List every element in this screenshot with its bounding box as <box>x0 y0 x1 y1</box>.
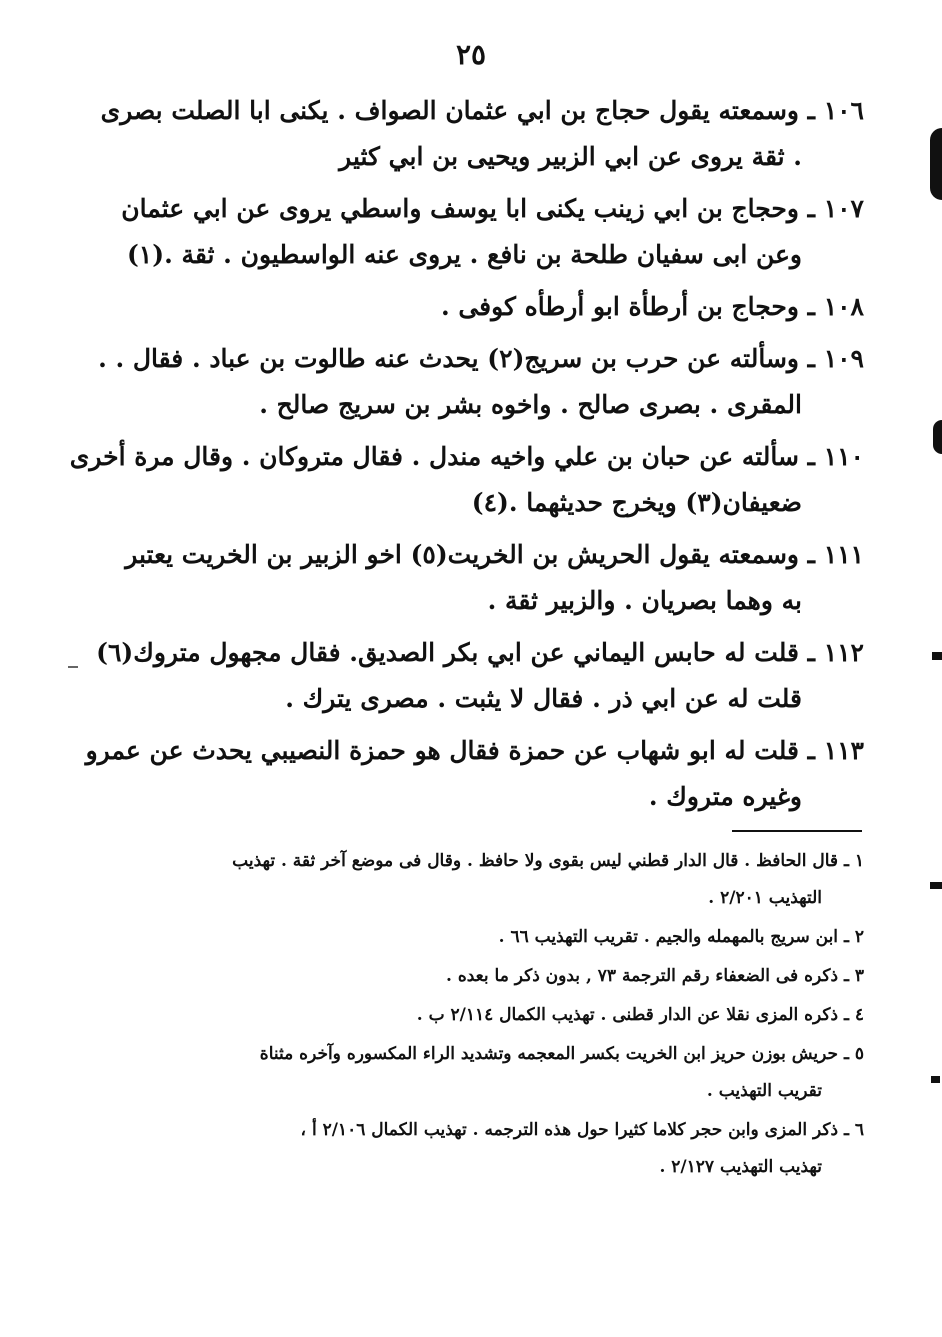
footnote-line: ٣ ـ ذكره فى الضعفاء رقم الترجمة ٧٣ , بدون ذكر ما بعده . <box>446 966 864 986</box>
entry-line: ١٠٩ ـ وسألته عن حرب بن سريج(٢) يحدث عنه طالوت بن عباد . فقال . . <box>98 344 864 373</box>
entry-110 <box>69 434 864 526</box>
entry-line: وعن ابى سفيان طلحة بن نافع . يروى عنه الواسطيون . ثقة .(١) <box>126 240 802 269</box>
footnote-line: ٦ ـ ذكر المزى وابن حجر كلاما كثيرا حول هذه الترجمه . تهذيب الكمال ٢/١٠٦ أ ، <box>300 1120 864 1140</box>
entry-108 <box>164 284 864 330</box>
footnote-divider <box>732 830 862 832</box>
footnote-4 <box>164 997 864 1034</box>
entry-line: ١١٠ ـ سألته عن حبان بن علي واخيه مندل . فقال متروكان . وقال مرة أخرى <box>69 442 864 471</box>
entry-line: ضعيفان(٣) ويخرج حديثهما .(٤) <box>471 488 802 517</box>
entry-line: ١١٣ ـ قلت له ابو شهاب عن حمزة فقال هو حمزة النصيبي يحدث عن عمرو <box>85 736 864 765</box>
footnote-1 <box>164 843 864 917</box>
entries-list <box>69 88 864 826</box>
scan-margin-tick <box>68 666 78 668</box>
entry-111 <box>125 532 864 624</box>
footnote-line: ٤ ـ ذكره المزى نقلا عن الدار قطنى . تهذيب الكمال ٢/١١٤ ب . <box>416 1005 864 1025</box>
entry-line: ١١١ ـ وسمعته يقول الحريش بن الخريت(٥) اخو الزبير بن الخريت يعتبر <box>125 540 864 569</box>
entry-line: . ثقة يروى عن ابي الزبير ويحيى بن ابي كثير <box>339 142 802 171</box>
scan-edge-mark <box>930 882 942 889</box>
scan-edge-mark <box>931 1076 940 1083</box>
entry-line: ١٠٦ ـ وسمعته يقول حجاج بن ابي عثمان الصواف . يكنى ابا الصلت بصرى <box>100 96 864 125</box>
footnote-line: ٢ ـ ابن سريج بالمهمله والجيم . تقريب التهذيب ٦٦ . <box>498 927 864 947</box>
footnote-2 <box>164 919 864 956</box>
footnote-line: ٥ ـ حريش بوزن حريز ابن الخريت بكسر المعجمه وتشديد الراء المكسوره وآخره مثناة <box>259 1044 864 1064</box>
footnote-line: تقريب التهذيب . <box>706 1081 822 1101</box>
scan-edge-mark <box>930 128 942 200</box>
entry-line: قلت له عن ابي ذر . فقال لا يثبت . مصرى يترك . <box>285 684 802 713</box>
entry-line: ١١٢ ـ قلت له حابس اليماني عن ابي بكر الصديق. فقال مجهول متروك(٦) <box>96 638 864 667</box>
footnote-line: تهذيب التهذيب ٢/١٢٧ . <box>659 1157 822 1177</box>
entry-line: ١٠٧ ـ وحجاج بن ابي زينب يكنى ابا يوسف واسطي يروى عن ابي عثمان <box>121 194 864 223</box>
entry-113 <box>85 728 864 820</box>
footnote-6 <box>164 1112 864 1186</box>
footnote-5 <box>164 1036 864 1110</box>
entry-106 <box>100 88 864 180</box>
footnote-line: ١ ـ قال الحافظ . قال الدار قطني ليس بقوى ولا حافظ . وقال فى موضع آخر ثقة . تهذيب <box>232 851 864 871</box>
scan-edge-mark <box>932 652 942 660</box>
entry-109 <box>98 336 864 428</box>
entry-line: به وهما بصريان . والزبير ثقة . <box>487 586 802 615</box>
entry-line: وغيره متروك . <box>648 782 802 811</box>
entry-line: المقرى . بصرى صالح . واخوه بشر بن سريج صالح . <box>259 390 802 419</box>
page-number: ٢٥ <box>455 38 487 71</box>
entry-112 <box>96 630 864 722</box>
footnote-line: التهذيب ٢/٢٠١ . <box>708 888 822 908</box>
scan-edge-mark <box>933 420 942 454</box>
footnote-3 <box>164 958 864 995</box>
entry-line: ١٠٨ ـ وحجاج بن أرطأة ابو أرطأه كوفى . <box>440 292 864 321</box>
footnotes-list <box>164 843 864 1188</box>
entry-107 <box>121 186 864 278</box>
